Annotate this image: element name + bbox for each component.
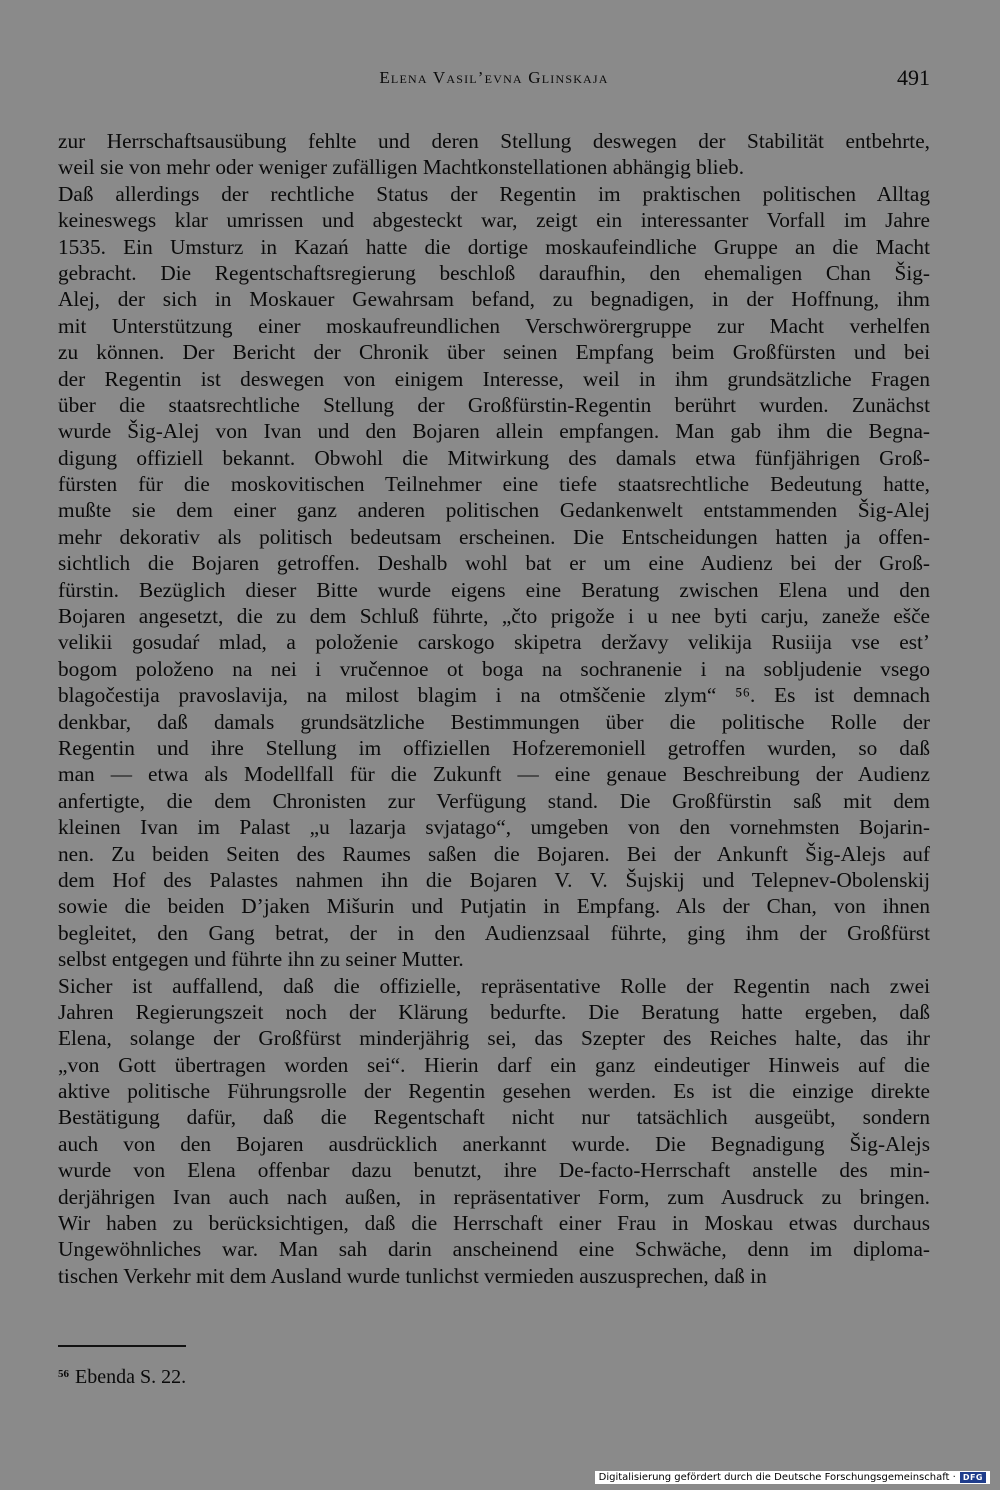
digitization-credit xyxy=(595,1471,990,1484)
text-line: anfertigte, die dem Chronisten zur Verfügung stand. Die Großfürstin saß mit dem xyxy=(58,788,930,813)
text-line: digung offiziell bekannt. Obwohl die Mitwirkung des damals etwa fünfjährigen Groß- xyxy=(58,445,930,470)
text-line: wurde Šig-Alej von Ivan und den Bojaren allein empfangen. Man gab ihm die Begna- xyxy=(58,419,930,444)
text-line: zur Herrschaftsausübung fehlte und deren Stellung deswegen der Stabilität entbehrte, xyxy=(58,129,930,153)
running-title: Elena Vasil’evna Glinskaja xyxy=(379,68,609,87)
text-line: der Regentin ist deswegen von einigem Interesse, weil in ihm grundsätzliche Fragen xyxy=(58,366,930,391)
text-line: derjährigen Ivan auch nach außen, in repräsentativer Form, zum Ausdruck zu bringen. xyxy=(58,1184,930,1209)
footnote-rule xyxy=(58,1345,186,1347)
text-line: sichtlich die Bojaren getroffen. Deshalb wohl bat er um eine Audienz bei der Groß- xyxy=(58,551,930,576)
text-line: man — etwa als Modellfall für die Zukunft — eine genaue Beschreibung der Audienz xyxy=(58,762,930,787)
text-line: gebracht. Die Regentschaftsregierung beschloß daraufhin, den ehemaligen Chan Šig- xyxy=(58,260,930,285)
text-line: kleinen Ivan im Palast „u lazarja svjatago“, umgeben von den vornehmsten Bojarin- xyxy=(58,815,930,840)
text-line: Daß allerdings der rechtliche Status der Regentin im praktischen politischen Alltag xyxy=(58,181,930,206)
text-line: begleitet, den Gang betrat, der in den Audienzsaal führte, ging ihm der Großfürst xyxy=(58,920,930,945)
text-line: Sicher ist auffallend, daß die offizielle, repräsentative Rolle der Regentin nach zwei xyxy=(58,973,930,998)
text-line: Ungewöhnliches war. Man sah darin anscheinend eine Schwäche, denn im diploma- xyxy=(58,1237,930,1262)
text-line: Bojaren angesetzt, die zu dem Schluß führte, „čto prigože i u nee byti carju, zaneže ešče xyxy=(58,604,930,629)
text-line: sowie die beiden D’jaken Mišurin und Putjatin in Empfang. Als der Chan, von ihnen xyxy=(58,894,930,919)
text-line: bogom položeno na nei i vručennoe ot boga na sochranenie i na sobljudenie vsego xyxy=(58,656,930,681)
text-line: Regentin und ihre Stellung im offiziellen Hofzeremoniell getroffen wurden, so daß xyxy=(58,735,930,760)
text-line: aktive politische Führungsrolle der Regentin gesehen werden. Es ist die einzige direkte xyxy=(58,1079,930,1104)
text-line: fürstin. Bezüglich dieser Bitte wurde eigens eine Beratung zwischen Elena und den xyxy=(58,577,930,602)
text-line: auch von den Bojaren ausdrücklich anerkannt wurde. Die Begnadigung Šig-Alejs xyxy=(58,1131,930,1156)
text-line: weil sie von mehr oder weniger zufälligen Machtkonstellationen abhängig blieb. xyxy=(58,155,745,180)
text-line: Wir haben zu berücksichtigen, daß die Herrschaft einer Frau in Moskau etwas durchaus xyxy=(58,1211,930,1236)
text-line: dem Hof des Palastes nahmen ihn die Bojaren V. V. Šujskij und Telepnev-Obolenskij xyxy=(58,867,930,892)
text-line: wurde von Elena offenbar dazu benutzt, ihre De-facto-Herrschaft anstelle des min- xyxy=(58,1158,930,1183)
dfg-logo-icon: DFG xyxy=(960,1472,986,1483)
text-line: Jahren Regierungszeit noch der Klärung bedurfte. Die Beratung hatte ergeben, daß xyxy=(58,999,930,1024)
page-header xyxy=(58,65,930,98)
text-line: tischen Verkehr mit dem Ausland wurde tunlichst vermieden auszusprechen, daß in xyxy=(58,1263,767,1288)
text-line: über die staatsrechtliche Stellung der Großfürstin-Regentin berührt wurden. Zunächst xyxy=(58,392,930,417)
text-line: keineswegs klar umrissen und abgesteckt war, zeigt ein interessanter Vorfall im Jahre xyxy=(58,208,930,233)
footnote-text: Ebenda S. 22. xyxy=(75,1366,187,1388)
text-line: mehr dekorativ als politisch bedeutsam erscheinen. Die Entscheidungen hatten ja offen- xyxy=(58,524,930,549)
text-line: „von Gott übertragen worden sei“. Hierin darf ein ganz eindeutiger Hinweis auf die xyxy=(58,1052,930,1077)
text-line: denkbar, daß damals grundsätzliche Bestimmungen über die politische Rolle der xyxy=(58,709,930,734)
footnote xyxy=(58,1366,186,1389)
footnote-marker: 56 xyxy=(58,1368,69,1380)
credit-text: Digitalisierung gefördert durch die Deutsche Forschungsgemeinschaft · xyxy=(598,1472,956,1483)
text-line: velikii gosudaŕ mlad, a položenie carskogo skipetra deržavy velikija Rusiija vse est’ xyxy=(58,630,930,655)
text-line: selbst entgegen und führte ihn zu seiner Mutter. xyxy=(58,947,464,972)
text-line: zu können. Der Bericht der Chronik über seinen Empfang beim Großfürsten und bei xyxy=(58,340,930,365)
text-line: mit Unterstützung einer moskaufreundlichen Verschwörergruppe zur Macht verhelfen xyxy=(58,313,930,338)
text-line: blagočestija pravoslavija, na milost blagim i na otmščenie zlym“ ⁵⁶. Es ist demnach xyxy=(58,683,930,708)
text-line: 1535. Ein Umsturz in Kazań hatte die dortige moskaufeindliche Gruppe an die Macht xyxy=(58,234,930,259)
text-line: nen. Zu beiden Seiten des Raumes saßen die Bojaren. Bei der Ankunft Šig-Alejs auf xyxy=(58,841,930,866)
text-line: Elena, solange der Großfürst minderjährig sei, das Szepter des Reiches halte, das ihr xyxy=(58,1026,930,1051)
text-line: mußte sie dem einer ganz anderen politischen Gedankenwelt entstammenden Šig-Alej xyxy=(58,498,930,523)
text-line: Alej, der sich in Moskauer Gewahrsam befand, zu begnadigen, in der Hoffnung, ihm xyxy=(58,287,930,312)
page-number: 491 xyxy=(897,65,930,90)
body-text xyxy=(58,128,930,1289)
text-line: fürsten für die moskovitischen Teilnehmer eine tiefe staatsrechtliche Bedeutung hatte, xyxy=(58,472,930,497)
text-line: Bestätigung dafür, daß die Regentschaft nicht nur tatsächlich ausgeübt, sondern xyxy=(58,1105,930,1130)
